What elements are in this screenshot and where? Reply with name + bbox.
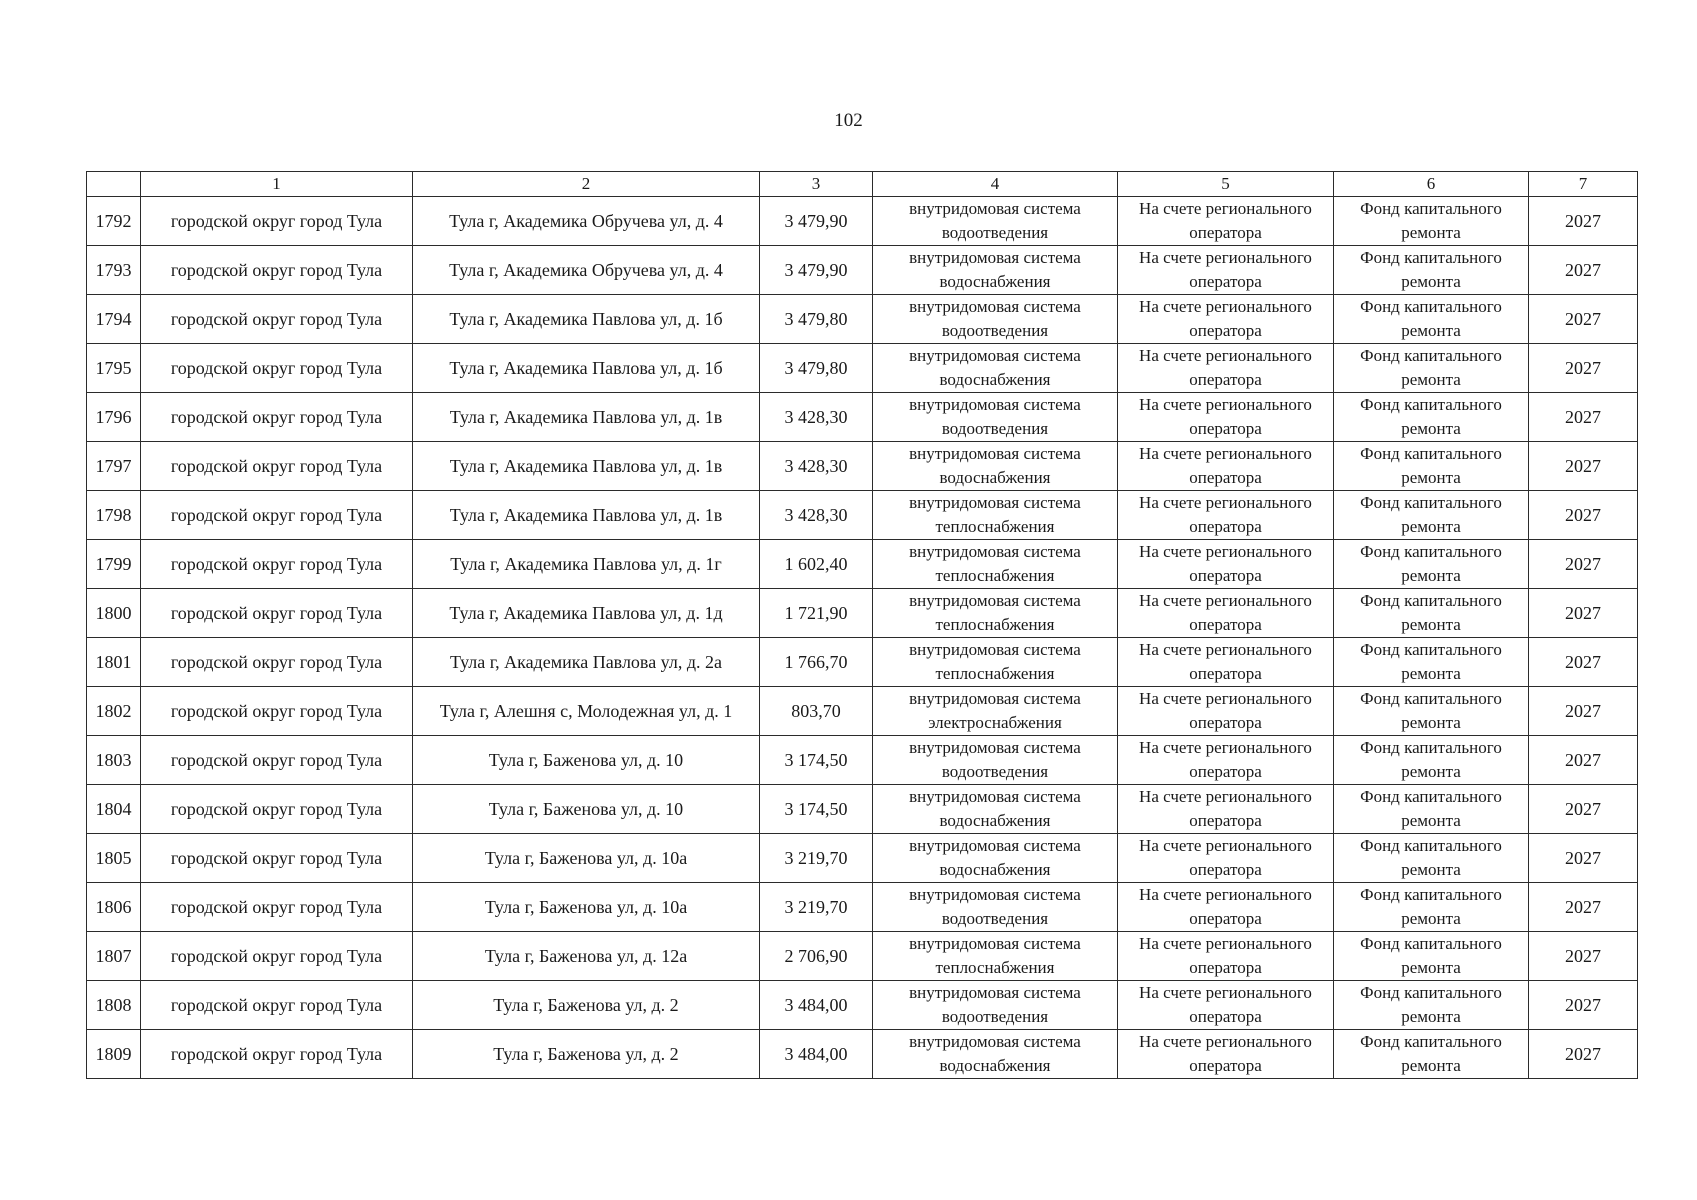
- address-cell: Тула г, Академика Павлова ул, д. 1в: [413, 393, 760, 442]
- municipality-cell: городской округ город Тула: [141, 932, 413, 981]
- table-row: [87, 295, 1638, 344]
- account-method-cell: На счете регионального оператора: [1118, 932, 1334, 981]
- planned-year-cell: 2027: [1529, 197, 1638, 246]
- table-row: [87, 442, 1638, 491]
- funding-source-cell: Фонд капитального ремонта: [1334, 246, 1529, 295]
- table-row: [87, 246, 1638, 295]
- area-cell: 3 219,70: [760, 834, 873, 883]
- funding-source-cell: Фонд капитального ремонта: [1334, 638, 1529, 687]
- address-cell: Тула г, Академика Павлова ул, д. 1в: [413, 442, 760, 491]
- row-number-cell: 1803: [87, 736, 141, 785]
- work-type-cell: внутридомовая система водоотведения: [873, 393, 1118, 442]
- funding-source-cell: Фонд капитального ремонта: [1334, 295, 1529, 344]
- account-method-cell: На счете регионального оператора: [1118, 491, 1334, 540]
- account-method-cell: На счете регионального оператора: [1118, 295, 1334, 344]
- municipality-cell: городской округ город Тула: [141, 589, 413, 638]
- table-row: [87, 736, 1638, 785]
- planned-year-cell: 2027: [1529, 246, 1638, 295]
- repair-program-table: [86, 171, 1638, 1079]
- planned-year-cell: 2027: [1529, 736, 1638, 785]
- work-type-cell: внутридомовая система теплоснабжения: [873, 540, 1118, 589]
- table-row: [87, 883, 1638, 932]
- municipality-cell: городской округ город Тула: [141, 1030, 413, 1079]
- planned-year-cell: 2027: [1529, 638, 1638, 687]
- row-number-cell: 1802: [87, 687, 141, 736]
- table-row: [87, 687, 1638, 736]
- planned-year-cell: 2027: [1529, 785, 1638, 834]
- address-cell: Тула г, Академика Обручева ул, д. 4: [413, 197, 760, 246]
- account-method-cell: На счете регионального оператора: [1118, 736, 1334, 785]
- area-cell: 3 479,90: [760, 246, 873, 295]
- planned-year-cell: 2027: [1529, 687, 1638, 736]
- row-number-cell: 1799: [87, 540, 141, 589]
- table-row: [87, 932, 1638, 981]
- table-row: [87, 834, 1638, 883]
- area-cell: 3 174,50: [760, 736, 873, 785]
- row-number-cell: 1796: [87, 393, 141, 442]
- table-row: [87, 981, 1638, 1030]
- planned-year-cell: 2027: [1529, 932, 1638, 981]
- account-method-cell: На счете регионального оператора: [1118, 883, 1334, 932]
- account-method-cell: На счете регионального оператора: [1118, 638, 1334, 687]
- planned-year-cell: 2027: [1529, 589, 1638, 638]
- municipality-cell: городской округ город Тула: [141, 981, 413, 1030]
- row-number-cell: 1801: [87, 638, 141, 687]
- row-number-cell: 1800: [87, 589, 141, 638]
- planned-year-cell: 2027: [1529, 442, 1638, 491]
- address-cell: Тула г, Баженова ул, д. 2: [413, 1030, 760, 1079]
- planned-year-cell: 2027: [1529, 883, 1638, 932]
- account-method-cell: На счете регионального оператора: [1118, 442, 1334, 491]
- funding-source-cell: Фонд капитального ремонта: [1334, 491, 1529, 540]
- planned-year-cell: 2027: [1529, 491, 1638, 540]
- row-number-cell: 1806: [87, 883, 141, 932]
- area-cell: 3 479,80: [760, 344, 873, 393]
- funding-source-cell: Фонд капитального ремонта: [1334, 687, 1529, 736]
- table-row: [87, 638, 1638, 687]
- area-cell: 3 219,70: [760, 883, 873, 932]
- municipality-cell: городской округ город Тула: [141, 197, 413, 246]
- funding-source-cell: Фонд капитального ремонта: [1334, 344, 1529, 393]
- work-type-cell: внутридомовая система водоснабжения: [873, 246, 1118, 295]
- municipality-cell: городской округ город Тула: [141, 393, 413, 442]
- row-number-cell: 1808: [87, 981, 141, 1030]
- page-number: 102: [834, 110, 863, 131]
- area-cell: 1 602,40: [760, 540, 873, 589]
- row-number-cell: 1792: [87, 197, 141, 246]
- address-cell: Тула г, Баженова ул, д. 10: [413, 736, 760, 785]
- funding-source-cell: Фонд капитального ремонта: [1334, 393, 1529, 442]
- area-cell: 3 428,30: [760, 393, 873, 442]
- row-number-cell: 1804: [87, 785, 141, 834]
- address-cell: Тула г, Академика Павлова ул, д. 1б: [413, 344, 760, 393]
- address-cell: Тула г, Академика Павлова ул, д. 1в: [413, 491, 760, 540]
- account-method-cell: На счете регионального оператора: [1118, 197, 1334, 246]
- address-cell: Тула г, Баженова ул, д. 10а: [413, 834, 760, 883]
- area-cell: 1 721,90: [760, 589, 873, 638]
- row-number-cell: 1793: [87, 246, 141, 295]
- table-row: [87, 197, 1638, 246]
- table-row: [87, 589, 1638, 638]
- account-method-cell: На счете регионального оператора: [1118, 540, 1334, 589]
- row-number-cell: 1805: [87, 834, 141, 883]
- address-cell: Тула г, Академика Павлова ул, д. 2а: [413, 638, 760, 687]
- municipality-cell: городской округ город Тула: [141, 295, 413, 344]
- account-method-cell: На счете регионального оператора: [1118, 834, 1334, 883]
- column-header-index: [87, 172, 141, 197]
- work-type-cell: внутридомовая система водоотведения: [873, 981, 1118, 1030]
- planned-year-cell: 2027: [1529, 834, 1638, 883]
- area-cell: 3 174,50: [760, 785, 873, 834]
- planned-year-cell: 2027: [1529, 540, 1638, 589]
- address-cell: Тула г, Академика Павлова ул, д. 1б: [413, 295, 760, 344]
- table-body: [87, 197, 1638, 1079]
- row-number-cell: 1798: [87, 491, 141, 540]
- column-header-7: 7: [1529, 172, 1638, 197]
- row-number-cell: 1794: [87, 295, 141, 344]
- municipality-cell: городской округ город Тула: [141, 883, 413, 932]
- planned-year-cell: 2027: [1529, 344, 1638, 393]
- column-header-5: 5: [1118, 172, 1334, 197]
- work-type-cell: внутридомовая система водоотведения: [873, 295, 1118, 344]
- area-cell: 3 479,80: [760, 295, 873, 344]
- row-number-cell: 1807: [87, 932, 141, 981]
- area-cell: 803,70: [760, 687, 873, 736]
- funding-source-cell: Фонд капитального ремонта: [1334, 540, 1529, 589]
- work-type-cell: внутридомовая система теплоснабжения: [873, 589, 1118, 638]
- address-cell: Тула г, Алешня с, Молодежная ул, д. 1: [413, 687, 760, 736]
- work-type-cell: внутридомовая система водоснабжения: [873, 834, 1118, 883]
- municipality-cell: городской округ город Тула: [141, 785, 413, 834]
- area-cell: 3 484,00: [760, 981, 873, 1030]
- funding-source-cell: Фонд капитального ремонта: [1334, 197, 1529, 246]
- funding-source-cell: Фонд капитального ремонта: [1334, 834, 1529, 883]
- table-row: [87, 785, 1638, 834]
- row-number-cell: 1795: [87, 344, 141, 393]
- work-type-cell: внутридомовая система водоотведения: [873, 883, 1118, 932]
- municipality-cell: городской округ город Тула: [141, 246, 413, 295]
- address-cell: Тула г, Баженова ул, д. 2: [413, 981, 760, 1030]
- planned-year-cell: 2027: [1529, 1030, 1638, 1079]
- area-cell: 3 479,90: [760, 197, 873, 246]
- area-cell: 1 766,70: [760, 638, 873, 687]
- planned-year-cell: 2027: [1529, 295, 1638, 344]
- municipality-cell: городской округ город Тула: [141, 442, 413, 491]
- account-method-cell: На счете регионального оператора: [1118, 981, 1334, 1030]
- account-method-cell: На счете регионального оператора: [1118, 246, 1334, 295]
- work-type-cell: внутридомовая система водоотведения: [873, 736, 1118, 785]
- work-type-cell: внутридомовая система водоснабжения: [873, 1030, 1118, 1079]
- column-header-3: 3: [760, 172, 873, 197]
- address-cell: Тула г, Академика Павлова ул, д. 1д: [413, 589, 760, 638]
- table-row: [87, 491, 1638, 540]
- account-method-cell: На счете регионального оператора: [1118, 344, 1334, 393]
- area-cell: 3 428,30: [760, 491, 873, 540]
- address-cell: Тула г, Академика Павлова ул, д. 1г: [413, 540, 760, 589]
- area-cell: 2 706,90: [760, 932, 873, 981]
- table-row: [87, 540, 1638, 589]
- funding-source-cell: Фонд капитального ремонта: [1334, 589, 1529, 638]
- municipality-cell: городской округ город Тула: [141, 736, 413, 785]
- planned-year-cell: 2027: [1529, 981, 1638, 1030]
- account-method-cell: На счете регионального оператора: [1118, 785, 1334, 834]
- funding-source-cell: Фонд капитального ремонта: [1334, 785, 1529, 834]
- address-cell: Тула г, Баженова ул, д. 10а: [413, 883, 760, 932]
- municipality-cell: городской округ город Тула: [141, 687, 413, 736]
- work-type-cell: внутридомовая система водоснабжения: [873, 785, 1118, 834]
- column-header-2: 2: [413, 172, 760, 197]
- table-row: [87, 344, 1638, 393]
- municipality-cell: городской округ город Тула: [141, 344, 413, 393]
- funding-source-cell: Фонд капитального ремонта: [1334, 736, 1529, 785]
- work-type-cell: внутридомовая система теплоснабжения: [873, 932, 1118, 981]
- work-type-cell: внутридомовая система электроснабжения: [873, 687, 1118, 736]
- funding-source-cell: Фонд капитального ремонта: [1334, 932, 1529, 981]
- area-cell: 3 428,30: [760, 442, 873, 491]
- address-cell: Тула г, Баженова ул, д. 10: [413, 785, 760, 834]
- funding-source-cell: Фонд капитального ремонта: [1334, 1030, 1529, 1079]
- planned-year-cell: 2027: [1529, 393, 1638, 442]
- column-header-4: 4: [873, 172, 1118, 197]
- work-type-cell: внутридомовая система водоснабжения: [873, 344, 1118, 393]
- column-header-6: 6: [1334, 172, 1529, 197]
- work-type-cell: внутридомовая система теплоснабжения: [873, 638, 1118, 687]
- account-method-cell: На счете регионального оператора: [1118, 393, 1334, 442]
- table-row: [87, 393, 1638, 442]
- account-method-cell: На счете регионального оператора: [1118, 687, 1334, 736]
- account-method-cell: На счете регионального оператора: [1118, 589, 1334, 638]
- table-row: [87, 1030, 1638, 1079]
- municipality-cell: городской округ город Тула: [141, 834, 413, 883]
- municipality-cell: городской округ город Тула: [141, 491, 413, 540]
- address-cell: Тула г, Академика Обручева ул, д. 4: [413, 246, 760, 295]
- column-number-header-row: [87, 172, 1638, 197]
- work-type-cell: внутридомовая система теплоснабжения: [873, 491, 1118, 540]
- work-type-cell: внутридомовая система водоотведения: [873, 197, 1118, 246]
- row-number-cell: 1809: [87, 1030, 141, 1079]
- funding-source-cell: Фонд капитального ремонта: [1334, 883, 1529, 932]
- area-cell: 3 484,00: [760, 1030, 873, 1079]
- address-cell: Тула г, Баженова ул, д. 12а: [413, 932, 760, 981]
- work-type-cell: внутридомовая система водоснабжения: [873, 442, 1118, 491]
- municipality-cell: городской округ город Тула: [141, 638, 413, 687]
- municipality-cell: городской округ город Тула: [141, 540, 413, 589]
- row-number-cell: 1797: [87, 442, 141, 491]
- account-method-cell: На счете регионального оператора: [1118, 1030, 1334, 1079]
- funding-source-cell: Фонд капитального ремонта: [1334, 981, 1529, 1030]
- column-header-1: 1: [141, 172, 413, 197]
- funding-source-cell: Фонд капитального ремонта: [1334, 442, 1529, 491]
